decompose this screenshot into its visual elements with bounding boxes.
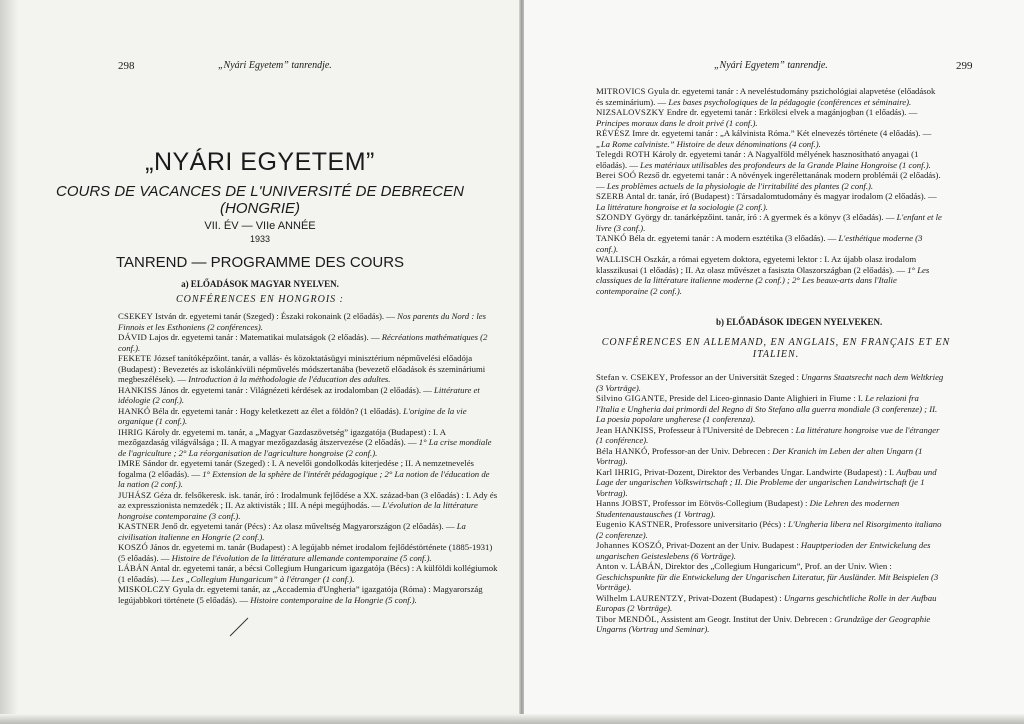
entry-item [118, 490, 498, 522]
entry-translation: 1° Les classiques de la littérature italienne moderne (2 conf.) ; 2° Les beaux-arts dans l'Italie contemporaine (2 conf.). [596, 264, 930, 296]
entry-name: TANKÓ [596, 233, 627, 243]
entry-name: KASTNER [118, 521, 160, 531]
pen-mark [228, 616, 250, 638]
entry-item [596, 149, 944, 170]
subtitle-line2: (HONGRIE) [220, 200, 300, 217]
entry-item [118, 353, 498, 385]
entry-name: FEKETE [118, 353, 152, 363]
entry-text: Imre dr. egyetemi tanár : „A kálvinista Róma.” Két elnevezés története (4 előadás). — [630, 128, 932, 138]
right-entry-list-top [596, 86, 944, 296]
entry-translation: Ungarns Staatsrecht nach dem Weltkrieg (3 Vorträge). [596, 372, 944, 393]
entry-translation: Le relazioni fra l'Italia e Ungheria dai primordi del Regno di Sto Stefano alla guerra mondiale (3 conferenze) ; II. La poesia popolare ungherese (1 conferenza). [596, 393, 938, 424]
entry-translation: 1° Extension de la sphère de l'intérêt pédagogique ; 2° La notion de l'éducation de la nation (2 conf.). [118, 468, 490, 489]
entry-text: Károly dr. egyetemi tanár : A Nagyalföld mélyének hasznosítható anyagai (1 előadás). — [596, 149, 919, 170]
year-line: 1933 [249, 234, 271, 244]
entry-item [118, 521, 498, 542]
entry-translation: 1° La crise mondiale de l'agriculture ; 2° La réorganisation de l'agriculture hongroise (2 conf.). [118, 437, 492, 458]
entry-text: Endre dr. egyetemi tanár : Erkölcsi elvek a magánjogban (1 előadás). — [664, 107, 918, 117]
entry-translation: Les matériaux utilisables des profondeurs de la Grande Plaine Hongroise (1 conf.). [640, 159, 931, 170]
scan-shadow [0, 0, 18, 724]
entry-item [118, 427, 498, 459]
entry-name: SZONDY [596, 212, 633, 222]
entry-item [596, 393, 944, 425]
entry-translation: Introduction à la méthodologie de l'éducation des adultes. [188, 374, 391, 384]
entry-item [596, 498, 944, 519]
page-number-right: 299 [956, 60, 973, 72]
entry-item [596, 540, 944, 561]
entry-text: Béla dr. egyetemi tanár : Hogy keletkezett az élet a földön? (1 előadás). [150, 405, 401, 416]
entry-text: Béla dr. egyetemi tanár : A modern esztétika (3 előadás). — [626, 233, 837, 243]
entry-text: Antal dr. egyetemi tanár, a bécsi Collegium Hungaricum igazgatója (Bécs) : A külföldi kollégiumok (1 előadás). — [118, 563, 498, 584]
entry-translation: Hauptperioden der Entwickelung des ungarischen Geisteslebens (6 Vorträge). [596, 540, 931, 561]
entry-item [118, 311, 498, 332]
entry-item [596, 425, 944, 446]
entry-name: Silvino GIGANTE [596, 393, 665, 403]
entry-translation: La littérature hongroise et la sociologie (2 conf.). [596, 201, 768, 212]
subtitle-line1: COURS DE VACANCES DE L'UNIVERSITÉ DE DEBRECEN [56, 183, 464, 200]
entry-translation: L'Ungheria libera nel Risorgimento italiano (2 conferenze). [596, 519, 942, 540]
entry-text: Károly dr. egyetemi m. tanár, a „Magyar Gazdaszövetség” igazgatója (Budapest) : I. A mezőgazdaság világválsága ; II. A magyar mezőgazdaság átszervezése (2 előadás). — [118, 426, 446, 447]
section-a-heading: a) ELŐADÁSOK MAGYAR NYELVEN. [181, 279, 339, 289]
entry-text: , Professor-an der Univ. Debrecen : [647, 445, 771, 456]
section-b-heading: b) ELŐADÁSOK IDEGEN NYELVEKEN. [716, 317, 883, 327]
entry-item [596, 593, 944, 614]
entry-item [596, 561, 944, 593]
running-head-right: „Nyári Egyetem” tanrendje. [714, 60, 828, 71]
entry-item [596, 254, 944, 296]
entry-text: , Professeur à l'Université de Debrecen : [653, 424, 794, 435]
entry-name: JUHÁSZ [118, 489, 152, 500]
entry-text: Lajos dr. egyetemi tanár : Matematikai mulatságok (2 előadás). — [147, 332, 380, 342]
entry-name: LÁBÁN [118, 563, 149, 573]
entry-text: Gyula dr. egyetemi tanár : A neveléstudomány pszichológiai alapvetése (előadások és szeminárium). — [596, 86, 936, 107]
entry-text: István dr. egyetemi tanár (Szeged) : Északi rokonaink (2 előadás). — [153, 311, 395, 321]
left-entry-list [118, 311, 498, 605]
entry-text: János dr. egyetemi m. tanár (Budapest) : A legújabb német irodalom fejlődéstörténete (1885-1931) (5 előadás). — [118, 542, 493, 563]
entry-translation: Geschichspunkte für die Entwickelung der Ungarischen Literatur, für Ausländer. Mit Beispielen (3 Vorträge). [596, 571, 939, 592]
entry-item [596, 519, 944, 540]
entry-name: Hanns JOBST [596, 498, 649, 508]
entry-text: , Professor an der Universität Szeged : [665, 372, 799, 382]
entry-text: , Direktor des „Collegium Hungaricum”, Prof. an der Univ. Wien : [660, 561, 892, 571]
entry-translation: Nos parents du Nord : les Finnois et les Esthoniens (2 conférences). [118, 311, 487, 332]
entry-translation: Grundzüge der Geographie Ungarns (Vortrag und Seminar). [596, 613, 931, 634]
entry-name: Telegdi ROTH [596, 149, 651, 159]
entry-translation: Der Kranich im Leben der alten Ungarn (1 Vortrag). [596, 445, 923, 466]
entry-text: , Preside del Liceo-ginnasio Dante Alighieri in Fiume : I. [664, 393, 863, 403]
entry-name: Wilhelm LAURENTZY [596, 592, 684, 603]
page-number-left: 298 [118, 60, 135, 72]
entry-text: Rezső dr. egyetemi tanár : A növények ingerélettanának modern problémái (2 előadás). — [596, 170, 941, 191]
entry-translation: L'enfant et le livre (3 conf.). [596, 212, 942, 233]
entry-item [118, 563, 498, 584]
entry-item [118, 458, 498, 490]
entry-name: KOSZÓ [118, 542, 148, 552]
entry-item [596, 372, 944, 393]
entry-item [118, 584, 498, 605]
entry-text: Gyula dr. egyetemi tanár, az „Accademia d'Ungheria” igazgatója (Róma) : Magyarország legújabbkori története (5 előadás). — [118, 584, 483, 605]
entry-item [596, 233, 944, 254]
entry-text: Sándor dr. egyetemi tanár (Szeged) : I. A nevelői gondolkodás kiterjedése ; II. A nemzetnevelés fogalma (2 előadás). — [118, 458, 474, 479]
entry-name: DÁVID [118, 332, 147, 342]
entry-name: Stefan v. CSEKEY [596, 372, 666, 382]
entry-name: Johannes KOSZÓ [596, 540, 662, 550]
entry-text: , Privat-Dozent (Budapest) : [683, 592, 782, 603]
entry-text: József tanítóképzőint. tanár, a vallás- és közoktatásügyi minisztérium népművelési előadója (Budapest) : Bevezetés az iskolánkívüli népművelés módszertanába (bevezető előadások és szemináriumi megbeszélések). — [118, 353, 486, 384]
entry-translation: La civilisation italienne en Hongrie (2 conf.). [118, 521, 466, 542]
entry-text: Antal dr. tanár, író (Budapest) : Társadalomtudomány és magyar irodalom (2 előadás). — [624, 191, 937, 201]
right-entry-list-bottom [596, 372, 944, 635]
entry-item [118, 385, 498, 406]
entry-name: HANKISS [118, 384, 158, 395]
entry-item [118, 332, 498, 353]
entry-text: Jenő dr. egyetemi tanár (Pécs) : Az olasz műveltség Magyarországon (2 előadás). — [159, 521, 455, 531]
entry-name: SZERB [596, 191, 625, 201]
entry-text: , Professore universitario (Pécs) : [670, 519, 786, 529]
entry-translation: Les bases psychologiques de la pédagogie (conférences et séminaire). [668, 96, 912, 107]
main-title: „NYÁRI EGYETEM” [145, 148, 375, 176]
running-head-left: „Nyári Egyetem” tanrendje. [218, 60, 332, 71]
entry-translation: Die Lehren des modernen Studentenaustausches (1 Vortrag). [596, 498, 900, 519]
entry-name: IHRIG [118, 426, 144, 437]
entry-name: CSEKEY [118, 311, 153, 321]
entry-translation: Les problèmes actuels de la physiologie de l'irritabilité des plantes (2 conf.). [606, 180, 874, 191]
entry-text: , Privat-Dozent, Direktor des Verbandes Ungar. Landwirte (Budapest) : I. [639, 466, 895, 477]
entry-translation: La littérature hongroise vue de l'étranger (1 conférence). [596, 424, 940, 445]
entry-item [596, 446, 944, 467]
entry-translation: L'origine de la vie organique (1 conf.). [118, 405, 467, 426]
entry-translation: Histoire contemporaine de la Hongrie (5 conf.). [250, 594, 417, 605]
entry-text: Oszkár, a római egyetem doktora, egyetemi lektor : I. Az újabb olasz irodalom klasszikusai (1 előadás) ; II. Az olasz művészet a fasiszta Olaszországban (2 előadás). — [596, 254, 917, 275]
entry-translation: Aufbau und Lage der ungarischen Volkswirtschaft ; II. Die Probleme der ungarischen Landwirtschaft (je 1 Vortrag). [596, 466, 937, 498]
entry-text: , Privat-Dozent an der Univ. Budapest : [661, 540, 799, 550]
entry-item [596, 191, 944, 212]
entry-text: János dr. egyetemi tanár : Világnézeti kérdések az irodalomban (2 előadás). — [157, 384, 432, 395]
entry-item [596, 212, 944, 233]
entry-name: Anton v. LÁBÁN [596, 561, 661, 571]
entry-name: Jean HANKISS [596, 424, 654, 435]
entry-item [118, 542, 498, 563]
entry-name: Tibor MENDÖL [596, 613, 657, 624]
edition-line: VII. ÉV — VIIe ANNÉE [204, 220, 316, 232]
entry-name: IMRE [118, 458, 141, 468]
entry-name: WALLISCH [596, 254, 642, 264]
entry-item [118, 406, 498, 427]
entry-text: György dr. tanárképzőint. tanár, író : A gyermek és a könyv (3 előadás). — [632, 212, 895, 222]
entry-name: Béla HANKÓ [596, 445, 648, 456]
entry-text: Géza dr. felsőkeresk. isk. tanár, író : Irodalmunk fejlődése a XX. század-ban (3 előadás) : I. Ady és az expresszionista nemzedék ; II. Az aktivisták ; III. A népi megújhodás. — [118, 489, 498, 510]
conf-heading-foreign-2: ITALIEN. [752, 349, 800, 360]
entry-name: Berei SOÓ [596, 170, 637, 180]
entry-name: MITROVICS [596, 86, 646, 96]
right-page [524, 0, 1024, 724]
entry-translation: Ungarns geschichtliche Rolle in der Aufbau Europas (2 Vorträge). [596, 592, 937, 613]
entry-name: Karl IHRIG [596, 466, 640, 477]
entry-name: MISKOLCZY [118, 584, 171, 594]
entry-translation: „La Rome calviniste.” Histoire de deux dénominations (4 conf.). [596, 138, 821, 149]
entry-name: HANKÓ [118, 405, 151, 416]
entry-translation: Les „Collegium Hungaricum” à l'étranger (1 conf.). [171, 573, 355, 584]
entry-translation: Histoire de l'évolution de la littérature allemande contemporaine (5 conf.). [171, 552, 432, 563]
entry-translation: L'évolution de la littérature hongroise contemporaine (3 conf.). [118, 500, 478, 521]
entry-item [596, 107, 944, 128]
conf-heading-foreign-1: CONFÉRENCES EN ALLEMAND, EN ANGLAIS, EN FRANÇAIS ET EN [601, 337, 951, 348]
entry-name: NIZSALOVSZKY [596, 107, 665, 117]
entry-item [596, 170, 944, 191]
entry-item [596, 614, 944, 635]
program-title: TANREND — PROGRAMME DES COURS [115, 254, 405, 271]
entry-text: , Professor im Eötvös-Collegium (Budapest) : [648, 498, 808, 508]
conf-heading-hungarian: CONFÉRENCES EN HONGROIS : [175, 294, 345, 305]
entry-item [596, 128, 944, 149]
entry-translation: Principes moraux dans le droit privé (1 conf.). [596, 117, 758, 128]
entry-name: RÉVÉSZ [596, 128, 631, 138]
entry-item [596, 467, 944, 499]
entry-item [596, 86, 944, 107]
entry-translation: Récréations mathématiques (2 conf.). [118, 332, 488, 353]
entry-name: Eugenio KASTNER [596, 519, 671, 529]
entry-text: , Assistent am Geogr. Institut der Univ. Debrecen : [656, 613, 833, 624]
page-bottom-edge [0, 714, 1024, 724]
entry-translation: Littérature et idéologie (2 conf.). [118, 384, 480, 405]
entry-translation: L'esthétique moderne (3 conf.). [596, 233, 923, 254]
